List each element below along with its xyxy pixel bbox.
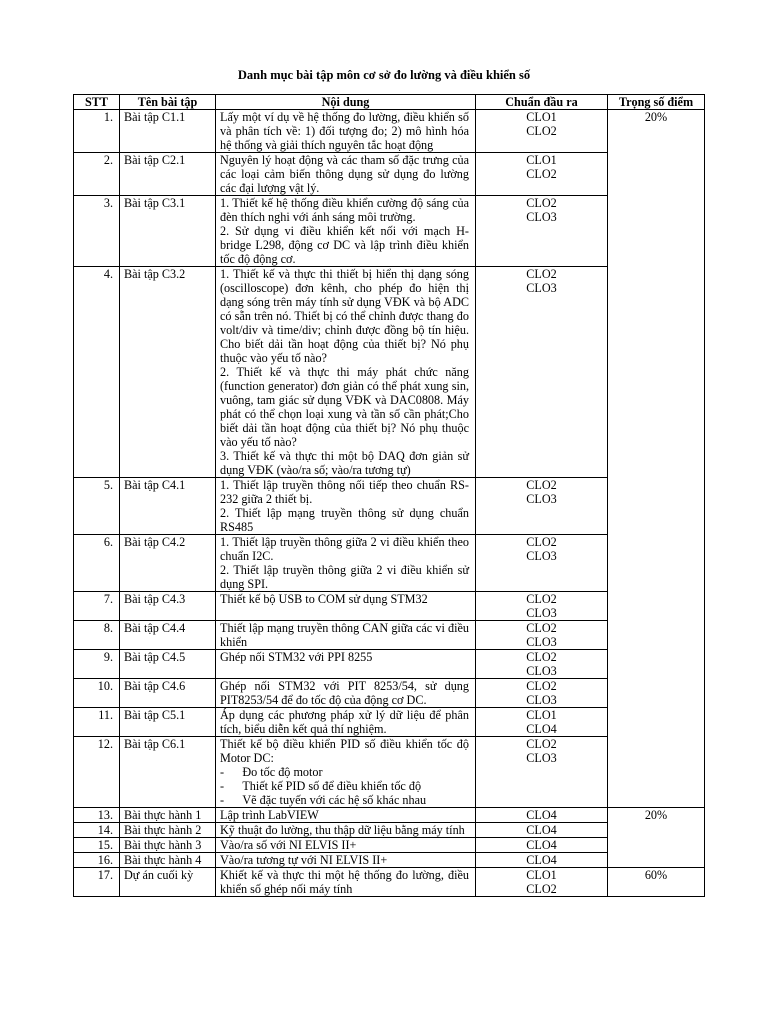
row-learning-outcomes (476, 650, 608, 679)
row-stt: 8. (74, 621, 120, 650)
row-content (216, 838, 476, 853)
clo-code: CLO2 (526, 478, 557, 492)
row-learning-outcomes (476, 478, 608, 535)
row-stt: 3. (74, 196, 120, 267)
row-stt: 4. (74, 267, 120, 478)
clo-code: CLO4 (526, 722, 557, 736)
row-exercise-name: Bài thực hành 2 (120, 823, 216, 838)
row-learning-outcomes (476, 853, 608, 868)
row-content (216, 153, 476, 196)
content-line: Khiết kế và thực thi một hệ thống đo lường, điều khiển số ghép nối máy tính (220, 868, 469, 896)
row-weight: 20% (608, 808, 705, 868)
content-line: 1. Thiết kế và thực thi thiết bị hiển thị dạng sóng (oscilloscope) đơn kênh, cho phép đo hiện thị dạng sóng trên máy tính sử dụng VĐK và bộ ADC có sẵn trên nó. Thiết bị có thể chỉnh được thang đo volt/div và time/div; chỉnh được đồng bộ tín hiệu. Cho biết dải tần hoạt động của thiết bị? Nó phụ thuộc vào yếu tố nào? (220, 267, 469, 365)
row-stt: 5. (74, 478, 120, 535)
row-exercise-name: Bài thực hành 4 (120, 853, 216, 868)
clo-code: CLO3 (526, 635, 557, 649)
content-line: 1. Thiết lập truyền thông nối tiếp theo chuẩn RS-232 giữa 2 thiết bị. (220, 478, 469, 506)
row-learning-outcomes (476, 838, 608, 853)
row-learning-outcomes (476, 823, 608, 838)
clo-code: CLO3 (526, 751, 557, 765)
row-stt: 1. (74, 110, 120, 153)
clo-code: CLO4 (526, 808, 557, 822)
row-learning-outcomes (476, 196, 608, 267)
clo-code: CLO3 (526, 664, 557, 678)
row-content (216, 535, 476, 592)
row-stt: 12. (74, 737, 120, 808)
row-content (216, 679, 476, 708)
content-line: 2. Thiết lập mạng truyền thông sử dụng chuẩn RS485 (220, 506, 469, 534)
row-exercise-name: Bài thực hành 1 (120, 808, 216, 823)
row-content (216, 110, 476, 153)
row-exercise-name: Bài tập C1.1 (120, 110, 216, 153)
row-exercise-name: Bài thực hành 3 (120, 838, 216, 853)
content-line: 1. Thiết lập truyền thông giữa 2 vi điều khiển theo chuẩn I2C. (220, 535, 469, 563)
clo-code: CLO2 (526, 650, 557, 664)
row-stt: 9. (74, 650, 120, 679)
row-stt: 11. (74, 708, 120, 737)
row-learning-outcomes (476, 708, 608, 737)
clo-code: CLO3 (526, 210, 557, 224)
table-row (74, 868, 705, 897)
row-stt: 10. (74, 679, 120, 708)
clo-code: CLO1 (526, 708, 557, 722)
page-title: Danh mục bài tập môn cơ sở đo lường và điều khiển số (237, 68, 531, 82)
row-exercise-name: Bài tập C4.5 (120, 650, 216, 679)
header-content: Nội dung (216, 95, 476, 110)
row-content (216, 478, 476, 535)
row-learning-outcomes (476, 592, 608, 621)
content-line: Vào/ra số với NI ELVIS II+ (220, 838, 357, 852)
row-exercise-name: Bài tập C4.6 (120, 679, 216, 708)
row-content (216, 267, 476, 478)
table-body (74, 110, 705, 897)
clo-code: CLO2 (526, 882, 557, 896)
clo-code: CLO3 (526, 549, 557, 563)
clo-code: CLO2 (526, 679, 557, 693)
row-content (216, 853, 476, 868)
clo-code: CLO2 (526, 267, 557, 281)
content-line: Thiết kế bộ điều khiển PID số điều khiển tốc độ Motor DC: (220, 737, 469, 765)
row-exercise-name: Bài tập C3.2 (120, 267, 216, 478)
clo-code: CLO2 (526, 592, 557, 606)
row-content (216, 708, 476, 737)
row-exercise-name: Bài tập C4.1 (120, 478, 216, 535)
clo-code: CLO1 (526, 868, 557, 882)
row-learning-outcomes (476, 808, 608, 823)
content-line: Ghép nối STM32 với PIT 8253/54, sử dụng PIT8253/54 để đo tốc độ của động cơ DC. (220, 679, 469, 707)
row-exercise-name: Bài tập C6.1 (120, 737, 216, 808)
clo-code: CLO2 (526, 621, 557, 635)
row-exercise-name: Bài tập C3.1 (120, 196, 216, 267)
row-content (216, 196, 476, 267)
row-learning-outcomes (476, 679, 608, 708)
clo-code: CLO1 (526, 110, 557, 124)
row-weight: 60% (608, 868, 705, 897)
content-line: Kỹ thuật đo lường, thu thập dữ liệu bằng máy tính (220, 823, 465, 837)
row-exercise-name: Bài tập C4.2 (120, 535, 216, 592)
exercise-table (73, 94, 705, 897)
header-clo: Chuẩn đầu ra (476, 95, 608, 110)
clo-code: CLO3 (526, 693, 557, 707)
row-content (216, 650, 476, 679)
row-content (216, 737, 476, 808)
row-content (216, 621, 476, 650)
content-line: Lấy một ví dụ về hệ thống đo lường, điều khiển số và phân tích về: 1) đối tượng đo; 2) mô hình hóa hệ thống và giải thích nguyên tắc hoạt động (220, 110, 469, 152)
content-line: - Vẽ đặc tuyến với các hệ số khác nhau (220, 793, 427, 807)
row-learning-outcomes (476, 110, 608, 153)
row-learning-outcomes (476, 868, 608, 897)
clo-code: CLO2 (526, 167, 557, 181)
table-header-row (74, 95, 705, 110)
row-stt: 16. (74, 853, 120, 868)
content-line: Thiết lập mạng truyền thông CAN giữa các vi điều khiển (220, 621, 469, 649)
table-row (74, 808, 705, 823)
row-content (216, 823, 476, 838)
row-stt: 15. (74, 838, 120, 853)
row-exercise-name: Bài tập C4.4 (120, 621, 216, 650)
clo-code: CLO3 (526, 281, 557, 295)
row-learning-outcomes (476, 737, 608, 808)
row-stt: 7. (74, 592, 120, 621)
clo-code: CLO4 (526, 853, 557, 867)
content-line: Áp dụng các phương pháp xử lý dữ liệu để phân tích, biểu diễn kết quả thí nghiệm. (220, 708, 469, 736)
row-stt: 17. (74, 868, 120, 897)
content-line: 2. Thiết kế và thực thi máy phát chức năng (function generator) đơn giản có thể phát xung sin, vuông, tam giác sử dụng VĐK và DAC0808. Máy phát có thể chọn loại xung và tần số cần phát;Cho biết dải tần hoạt động của thiết bị? Nó phụ thuộc vào yếu tố nào? (220, 365, 469, 449)
row-learning-outcomes (476, 621, 608, 650)
content-line: Ghép nối STM32 với PPI 8255 (220, 650, 373, 664)
row-content (216, 808, 476, 823)
row-stt: 2. (74, 153, 120, 196)
row-learning-outcomes (476, 535, 608, 592)
content-line: 2. Thiết lập truyền thông giữa 2 vi điều khiển sử dụng SPI. (220, 563, 469, 591)
clo-code: CLO2 (526, 535, 557, 549)
header-weight: Trọng số điểm (608, 95, 705, 110)
content-line: 3. Thiết kế và thực thi một bộ DAQ đơn giản sử dụng VĐK (vào/ra số; vào/ra tương tự) (220, 449, 469, 477)
row-exercise-name: Dự án cuối kỳ (120, 868, 216, 897)
row-exercise-name: Bài tập C5.1 (120, 708, 216, 737)
clo-code: CLO2 (526, 124, 557, 138)
content-line: 2. Sử dụng vi điều khiển kết nối với mạch H-bridge L298, động cơ DC và lập trình điều khiển tốc độ động cơ. (220, 224, 469, 266)
header-name: Tên bài tập (120, 95, 216, 110)
row-stt: 6. (74, 535, 120, 592)
content-line: Nguyên lý hoạt động và các tham số đặc trưng của các loại cảm biến thông dụng sử dụng đo lường các đại lượng vật lý. (220, 153, 469, 195)
row-stt: 14. (74, 823, 120, 838)
content-line: - Đo tốc độ motor (220, 765, 323, 779)
row-exercise-name: Bài tập C2.1 (120, 153, 216, 196)
row-stt: 13. (74, 808, 120, 823)
clo-code: CLO3 (526, 492, 557, 506)
row-exercise-name: Bài tập C4.3 (120, 592, 216, 621)
content-line: - Thiết kế PID số để điều khiển tốc độ (220, 779, 422, 793)
row-content (216, 592, 476, 621)
content-line: Lập trình LabVIEW (220, 808, 319, 822)
clo-code: CLO3 (526, 606, 557, 620)
row-content (216, 868, 476, 897)
table-row (74, 110, 705, 153)
clo-code: CLO1 (526, 153, 557, 167)
clo-code: CLO4 (526, 838, 557, 852)
content-line: 1. Thiết kế hệ thống điều khiển cường độ sáng của đèn thích nghi với ánh sáng môi trường. (220, 196, 469, 224)
clo-code: CLO2 (526, 737, 557, 751)
header-stt: STT (74, 95, 120, 110)
clo-code: CLO4 (526, 823, 557, 837)
content-line: Thiết kế bộ USB to COM sử dụng STM32 (220, 592, 428, 606)
content-line: Vào/ra tương tự với NI ELVIS II+ (220, 853, 388, 867)
row-learning-outcomes (476, 153, 608, 196)
row-weight: 20% (608, 110, 705, 808)
row-learning-outcomes (476, 267, 608, 478)
clo-code: CLO2 (526, 196, 557, 210)
